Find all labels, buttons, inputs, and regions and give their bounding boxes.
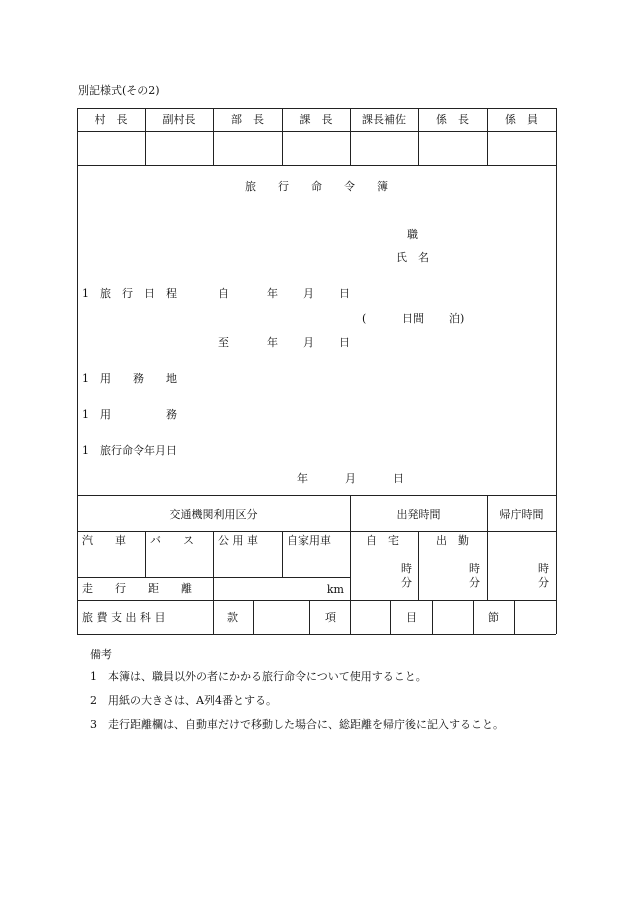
expense-divider bbox=[514, 600, 515, 634]
note-item: 2 用紙の大きさは、A列4番とする。 bbox=[90, 694, 277, 707]
business-label: 1 用 務 bbox=[82, 408, 177, 421]
expense-divider bbox=[390, 600, 391, 634]
transport-train-label: 汽 車 bbox=[82, 534, 126, 547]
approval-label-section-head: 課 長 bbox=[299, 113, 333, 126]
body-bottom-line bbox=[77, 495, 556, 496]
departure-work-label: 出 勤 bbox=[436, 534, 469, 547]
approval-bottom-line bbox=[77, 165, 556, 166]
table-right-border bbox=[556, 108, 557, 634]
car-bus-divider bbox=[145, 531, 146, 577]
expense-divider bbox=[253, 600, 254, 634]
to-year-label: 年 bbox=[267, 336, 278, 349]
approval-stamp-box[interactable] bbox=[488, 132, 556, 165]
home-work-divider bbox=[418, 531, 419, 600]
order-year-label: 年 bbox=[297, 472, 308, 485]
approval-label-assistant-head: 課長補佐 bbox=[362, 113, 406, 126]
approval-stamp-box[interactable] bbox=[419, 132, 487, 165]
approval-label-deputy-head: 副村長 bbox=[162, 113, 196, 126]
from-month-label: 月 bbox=[303, 287, 314, 300]
position-label: 職 bbox=[407, 228, 418, 241]
home-minute-unit: 分 bbox=[401, 576, 412, 589]
approval-label-staff: 係 員 bbox=[505, 113, 538, 126]
expense-label: 旅 費 支 出 科 目 bbox=[82, 611, 166, 624]
table-bottom-border bbox=[77, 634, 556, 635]
work-minute-unit: 分 bbox=[469, 576, 480, 589]
expense-divider bbox=[473, 600, 474, 634]
approval-stamp-box[interactable] bbox=[214, 132, 282, 165]
table-top-border bbox=[77, 108, 556, 109]
distance-bottom-line bbox=[77, 600, 556, 601]
return-header: 帰庁時間 bbox=[499, 508, 544, 521]
destination-label: 1 用 務 地 bbox=[82, 372, 177, 385]
approval-stamp-box[interactable] bbox=[146, 132, 213, 165]
distance-unit: km bbox=[326, 583, 344, 596]
from-year-label: 年 bbox=[267, 287, 278, 300]
approval-label-department-head: 部 長 bbox=[231, 113, 264, 126]
work-hour-unit: 時 bbox=[469, 562, 480, 575]
duration-paren-open: ( bbox=[362, 312, 367, 325]
order-day-label: 日 bbox=[393, 472, 404, 485]
name-label: 氏 名 bbox=[396, 251, 429, 264]
expense-moku-label: 目 bbox=[406, 611, 417, 624]
notes-title: 備考 bbox=[90, 648, 112, 661]
transport-header: 交通機関利用区分 bbox=[169, 508, 258, 521]
departure-home-label: 自 宅 bbox=[366, 534, 399, 547]
approval-stamp-box[interactable] bbox=[78, 132, 145, 165]
departure-header: 出発時間 bbox=[396, 508, 441, 521]
transport-bus-label: バ ス bbox=[150, 534, 194, 547]
form-title: 旅 行 命 令 簿 bbox=[245, 180, 388, 193]
distance-label: 走 行 距 離 bbox=[82, 582, 192, 595]
expense-divider bbox=[309, 600, 310, 634]
note-item: 1 本簿は、職員以外の者にかかる旅行命令について使用すること。 bbox=[90, 670, 427, 683]
approval-stamp-box[interactable] bbox=[283, 132, 350, 165]
transport-header-line bbox=[77, 531, 556, 532]
approval-label-chief: 係 長 bbox=[436, 113, 469, 126]
transport-public-car-label: 公 用 車 bbox=[218, 534, 258, 547]
days-label: 日間 bbox=[402, 312, 424, 325]
public-private-divider bbox=[282, 531, 283, 577]
nights-label: 泊) bbox=[449, 312, 465, 325]
form-label: 別記様式(その2) bbox=[78, 84, 160, 97]
approval-stamp-box[interactable] bbox=[351, 132, 418, 165]
expense-divider bbox=[432, 600, 433, 634]
transport-private-car-label: 自家用車 bbox=[287, 534, 331, 547]
order-month-label: 月 bbox=[345, 472, 356, 485]
note-item: 3 走行距離欄は、自動車だけで移動した場合に、総距離を帰庁後に記入すること。 bbox=[90, 718, 504, 731]
order-date-label: 1 旅行命令年月日 bbox=[82, 444, 177, 457]
return-hour-unit: 時 bbox=[538, 562, 549, 575]
from-day-label: 日 bbox=[339, 287, 350, 300]
expense-kou-label: 項 bbox=[325, 611, 336, 624]
home-hour-unit: 時 bbox=[401, 562, 412, 575]
expense-kan-label: 款 bbox=[227, 611, 238, 624]
to-day-label: 日 bbox=[339, 336, 350, 349]
from-label: 自 bbox=[218, 287, 229, 300]
expense-setsu-label: 節 bbox=[488, 611, 499, 624]
to-month-label: 月 bbox=[303, 336, 314, 349]
trip-schedule-label: 1 旅 行 日 程 bbox=[82, 287, 177, 300]
approval-label-village-head: 村 長 bbox=[94, 113, 128, 126]
to-label: 至 bbox=[218, 336, 229, 349]
return-minute-unit: 分 bbox=[538, 576, 549, 589]
